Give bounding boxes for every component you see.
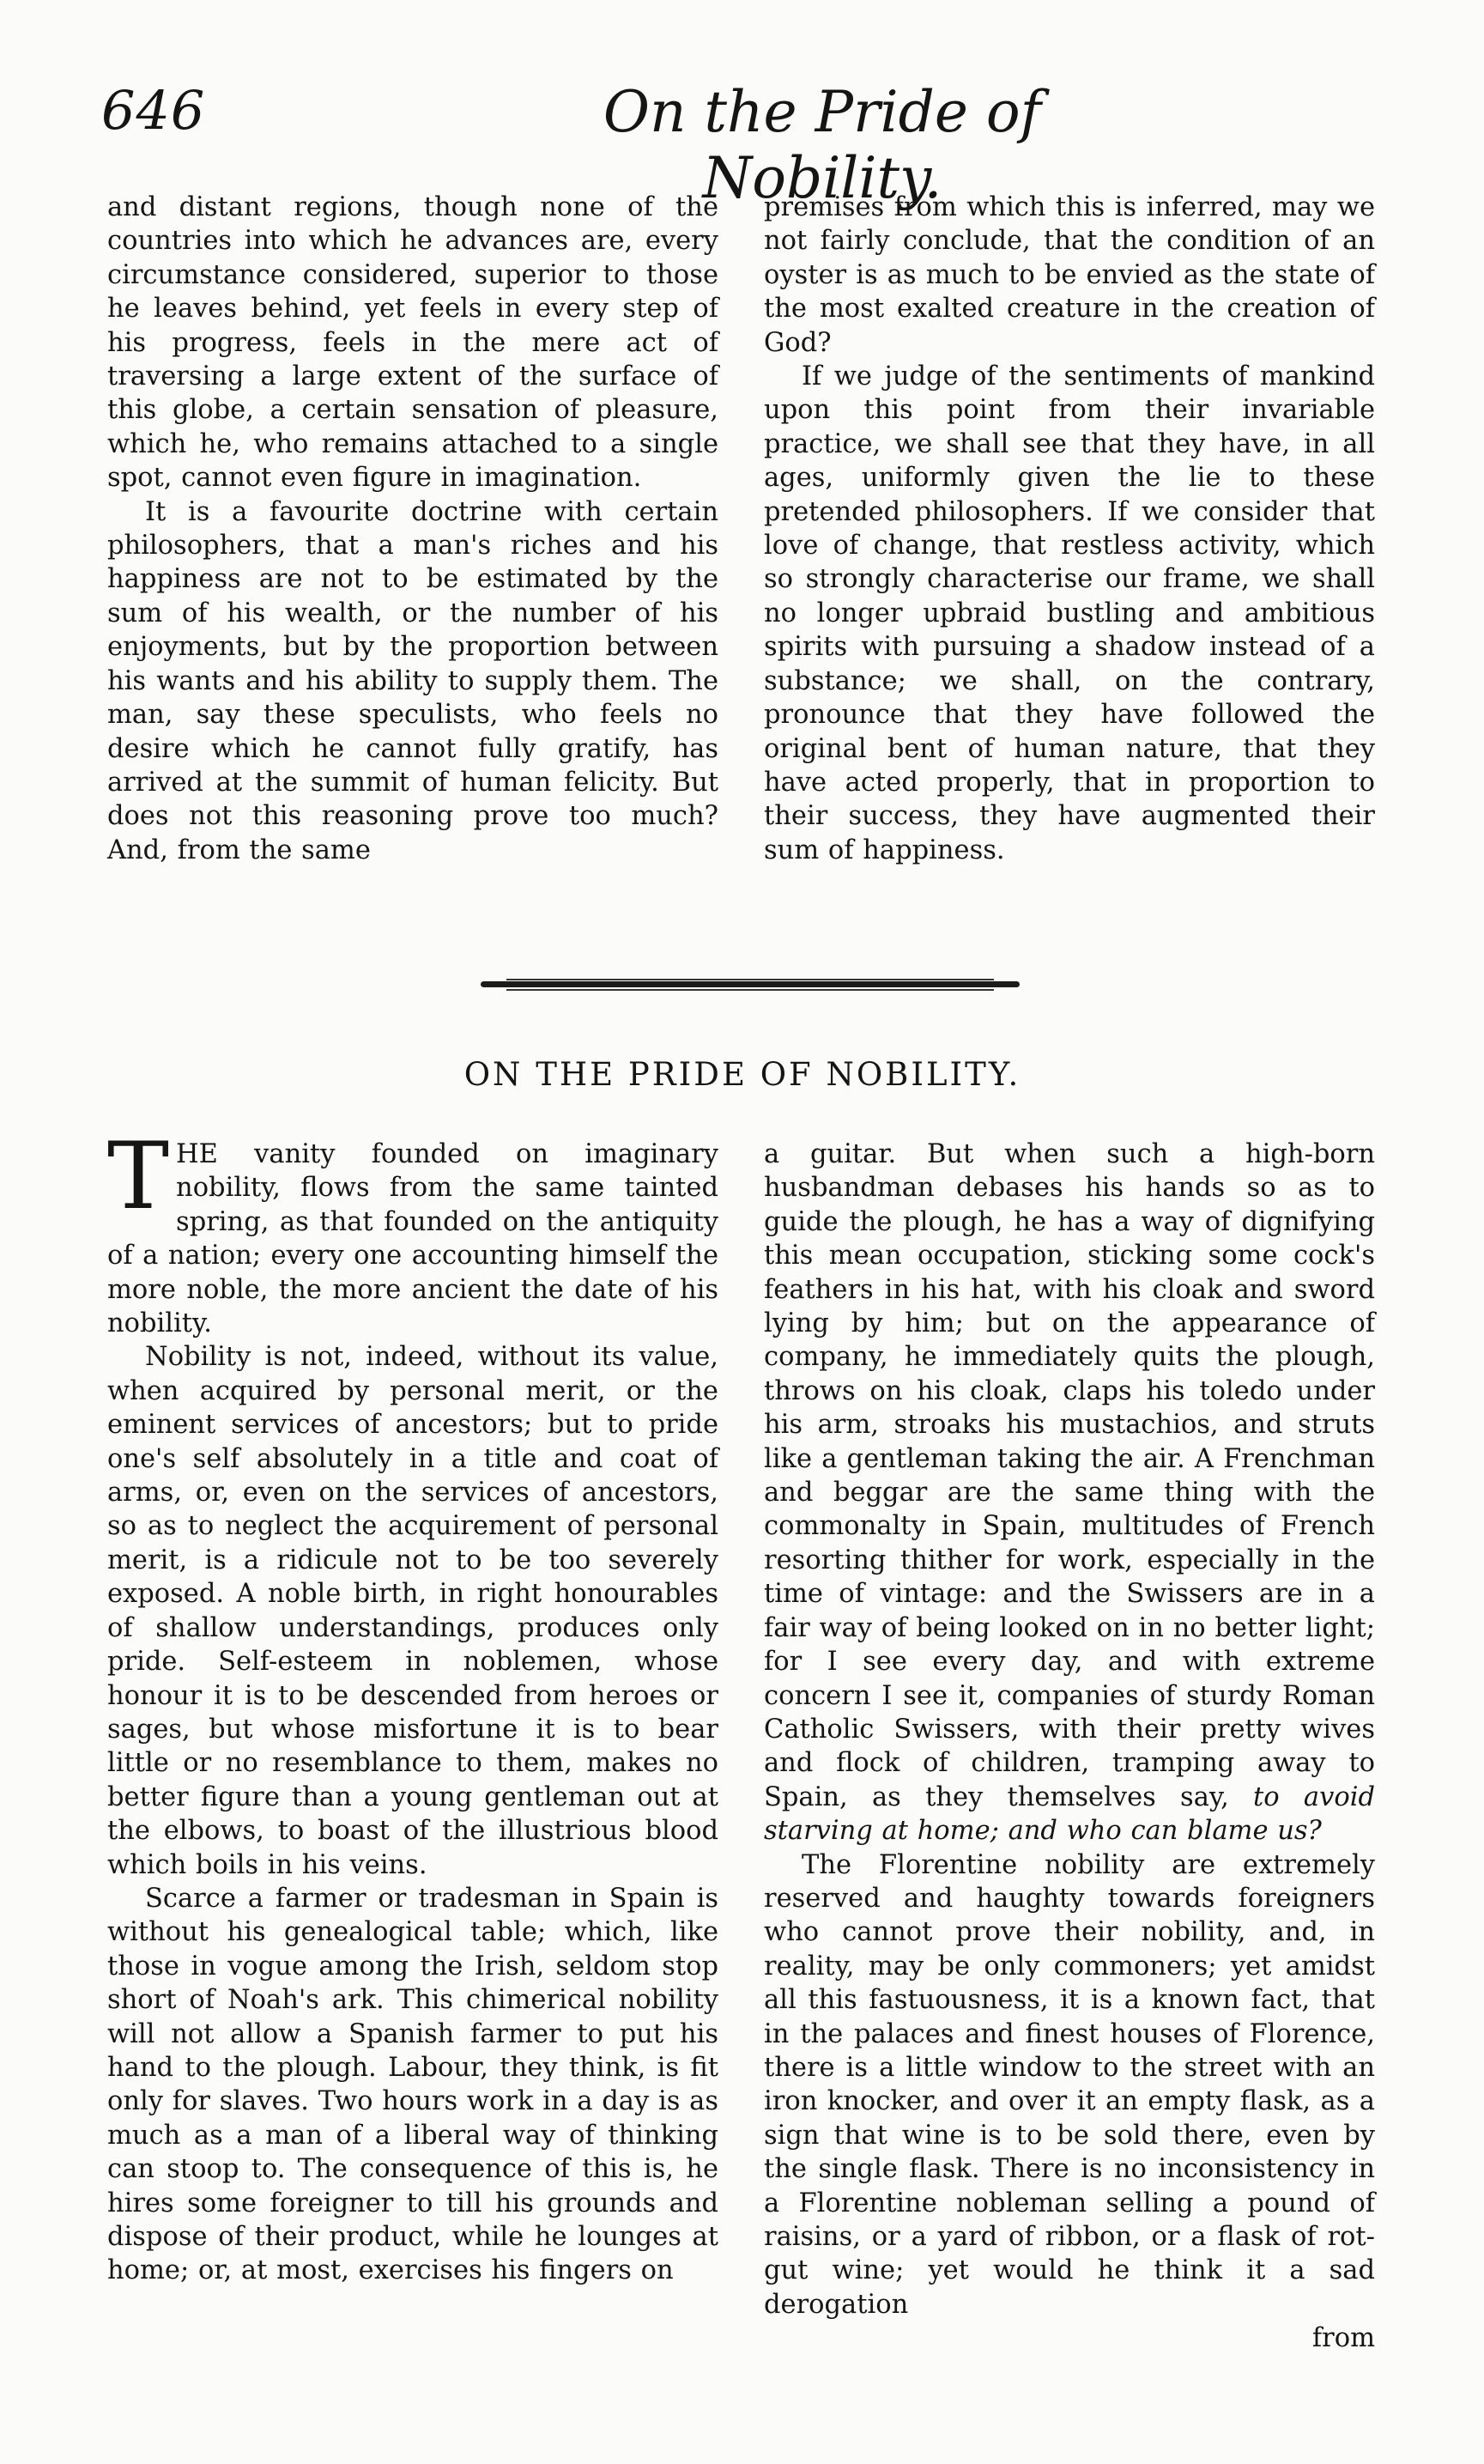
paragraph-text: a guitar. But when such a high-born husbandman debases his hands so as to guide the plough, he has a way of dignifying this mean occupation, sticking some cock's feathers in his hat, with his cloak and sword lying by him; but on the appearance of company, he immediately quits the plough, throws on his cloak, claps his toledo under his arm, stroaks his mustachios, and struts like a gentleman taking the air. A Frenchman and beggar are the same thing with the commonalty in Spain, multitudes of French resorting thither for work, especially in the time of vintage: and the Swissers are in a fair way of being looked on in no better light; for I see every day, and with extreme concern I see it, companies of sturdy Roman Catholic Swissers, with their pretty wives and flock of children, tramping away to Spain, as they themselves say, xyxy=(764,1139,1375,1812)
top-right-column xyxy=(764,191,1375,867)
top-left-column xyxy=(107,191,718,867)
page-header xyxy=(101,79,1380,211)
divider-line xyxy=(506,979,994,980)
paragraph: If we judge of the sentiments of mankind upon this point from their invariable practice, we shall see that they have, in all ages, uniformly given the lie to these pretended philosophers. If we consider that love of change, that restless activity, which so strongly characterise our frame, we shall no longer upbraid bustling and ambitious spirits with pursuing a shadow instead of a substance; we shall, on the contrary, pronounce that they have followed the original bent of human nature, that they have acted properly, that in proportion to their success, they have augmented their sum of happiness. xyxy=(764,361,1375,865)
running-title: On the Pride of Nobility. xyxy=(603,79,1042,211)
first-paragraph xyxy=(107,1123,718,1340)
divider-bar xyxy=(481,981,1020,987)
catchword: from xyxy=(1311,2323,1375,2354)
paragraph: Nobility is not, indeed, without its value, when acquired by personal merit, or the eminent services of ancestors; but to pride one's self absolutely in a title and coat of arms, or, even on the services of ancestors, so as to neglect the acquirement of personal merit, is a ridicule not to be too severely exposed. A noble birth, in right honourables of shallow understandings, produces only pride. Self-esteem in noblemen, whose honour it is to be descended from heroes or sages, but whose misfortune it is to bear little or no resemblance to them, makes no better figure than a young gentleman out at the elbows, to boast of the illustrious blood which boils in his veins. xyxy=(107,1342,718,1880)
paragraph: and distant regions, though none of the countries into which he advances are, every circumstance considered, superior to those he leaves behind, yet feels in every step of his progress, feels in the mere act of traversing a large extent of the surface of this globe, a certain sensation of pleasure, which he, who remains attached to a single spot, cannot even figure in imagination. xyxy=(107,192,718,494)
paragraph: It is a favourite doctrine with certain philosophers, that a man's riches and his happiness are not to be estimated by the sum of his wealth, or the number of his enjoyments, but by the proportion between his wants and his ability to supply them. The man, say these speculists, who feels no desire which he cannot fully gratify, has arrived at the summit of human felicity. But does not this reasoning prove too much? And, from the same xyxy=(107,496,718,865)
first-paragraph-text: HE vanity founded on imaginary nobility, flows from the same tainted spring, as that founded on the antiquity of a nation; every one accounting himself the more noble, the more ancient the date of his nobility. xyxy=(107,1139,718,1339)
article-right-column xyxy=(764,1138,1375,2356)
italic-quote: to avoid starving at home; and who can blame us? xyxy=(764,1781,1375,1847)
drop-cap: T xyxy=(107,1123,170,1230)
paragraph: Scarce a farmer or tradesman in Spain is without his genealogical table; which, like those in vogue among the Irish, seldom stop short of Noah's ark. This chimerical nobility will not allow a Spanish farmer to put his hand to the plough. Labour, they think, is fit only for slaves. Two hours work in a day is as much as a man of a liberal way of thinking can stoop to. The consequence of this is, he hires some foreigner to till his grounds and dispose of their product, while he lounges at home; or, at most, exercises his fingers on xyxy=(107,1883,718,2286)
article-left-column xyxy=(107,1123,718,2288)
paragraph: The Florentine nobility are extremely reserved and haughty towards foreigners who cannot prove their nobility, and, in reality, may be only commoners; yet amidst all this fastuousness, it is a known fact, that in the palaces and finest houses of Florence, there is a little window to the street with an iron knocker, and over it an empty flask, as a sign that wine is to be sold there, even by the single flask. There is no inconsistency in a Florentine nobleman selling a pound of raisins, or a yard of ribbon, or a flask of rot-gut wine; yet would he think it a sad derogation xyxy=(764,1849,1375,2320)
article-title: ON THE PRIDE OF NOBILITY. xyxy=(463,1056,1021,1093)
divider-line xyxy=(506,989,994,991)
page-number: 646 xyxy=(101,79,206,142)
paragraph: premises from which this is inferred, may we not fairly conclude, that the condition of an oyster is as much to be envied as the state of the most exalted creature in the creation of God? xyxy=(764,192,1375,358)
section-divider-rule xyxy=(481,979,1020,991)
paragraph xyxy=(764,1138,1375,1848)
